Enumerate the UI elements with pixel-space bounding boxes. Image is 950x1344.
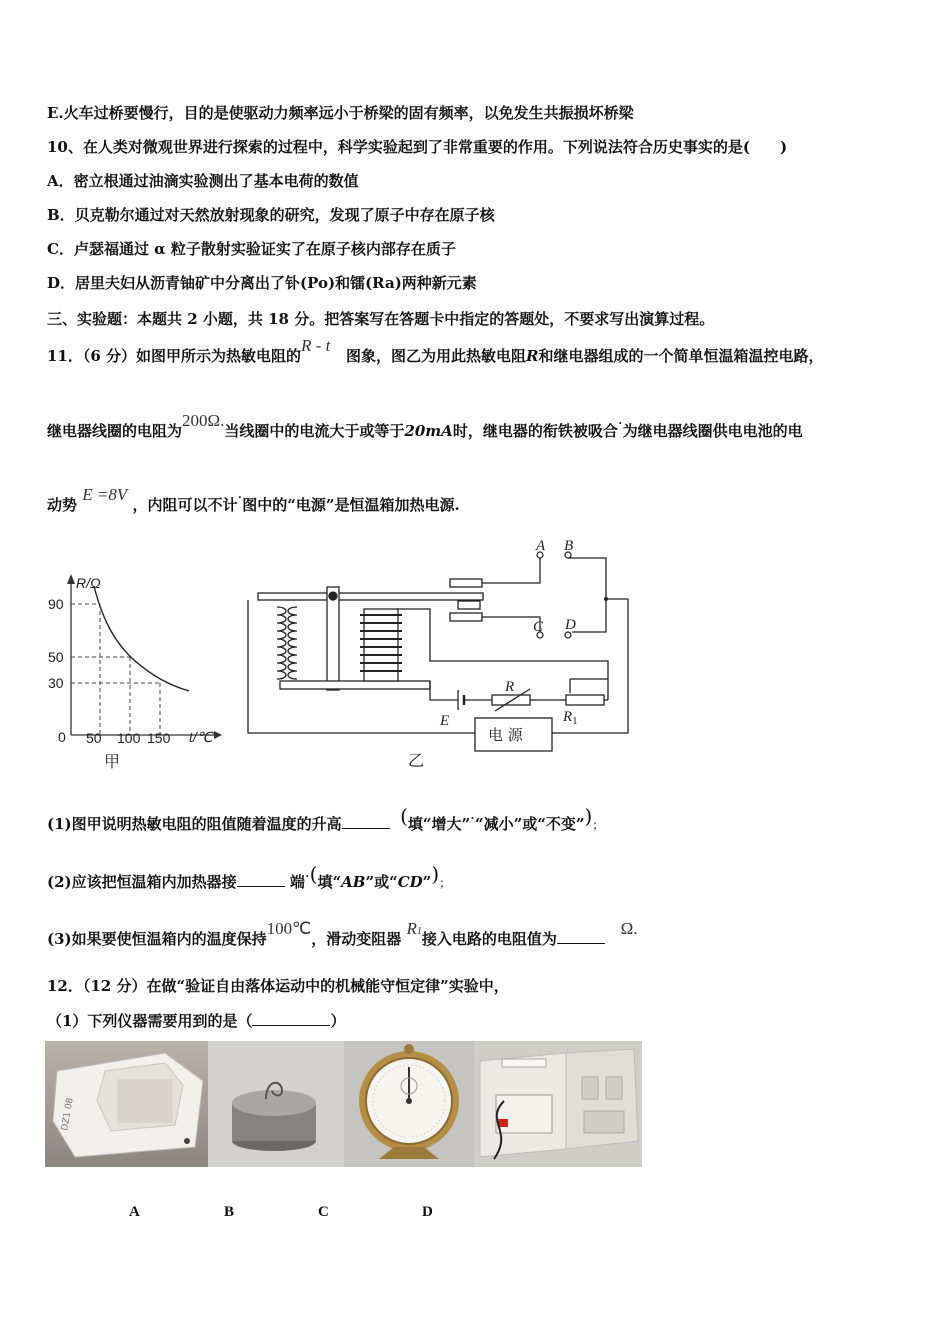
option-label-a: A (129, 1204, 140, 1220)
label-c: C (533, 619, 544, 635)
x-tick-150: 150 (147, 730, 171, 746)
x-tick-100: 100 (117, 730, 141, 746)
r-t-formula: R - t (301, 336, 331, 355)
option-c: C．卢瑟福通过 α 粒子散射实验证实了在原子核内部存在质子 (47, 240, 456, 258)
label-r: R (505, 679, 515, 695)
photo-timer-a (45, 1041, 208, 1167)
question-11-line3: 动势 E =8V ，内阻可以不计·图中的“电源”是恒温箱加热电源. (47, 485, 460, 514)
answer-blank-3[interactable] (557, 929, 605, 944)
question-11-line1: 11．（6 分）如图甲所示为热敏电阻的R - t 图象，图乙为用此热敏电阻R和继电器组成的一个简单恒温箱温控电路， (47, 336, 824, 365)
sub-question-1: (1)图甲说明热敏电阻的阻值随着温度的升高 (填“增大”·“减小”或“不变”)； (47, 804, 605, 833)
answer-blank-1[interactable] (342, 814, 390, 829)
option-a: A．密立根通过油滴实验测出了基本电荷的数值 (47, 172, 359, 190)
question-11-line2: 继电器线圈的电阻为200Ω.当线圈中的电流大于或等于20mA时，继电器的衔铁被吸合·为继电器线圈供电电池的电 (47, 411, 803, 440)
option-b: B．贝克勒尔通过对天然放射现象的研究，发现了原子中存在原子核 (47, 206, 495, 224)
y-tick-30: 30 (48, 675, 64, 691)
section-3-heading: 三、实验题：本题共 2 小题，共 18 分。把答案写在答题卡中指定的答题处，不要求写出演算过程。 (47, 310, 715, 328)
r-t-curve (94, 586, 189, 691)
figure-jia-caption: 甲 (104, 754, 121, 771)
y-axis-arrow (67, 574, 75, 584)
option-label-b: B (224, 1204, 235, 1220)
label-b: B (564, 538, 574, 554)
sub-question-3: (3)如果要使恒温箱内的温度保持100℃，滑动变阻器 R1接入电路的电阻值为 Ω. (47, 919, 638, 948)
contact-upper-1 (450, 579, 482, 587)
armature-lever (258, 593, 483, 600)
y-tick-90: 90 (48, 596, 64, 612)
question-12-part1: （1）下列仪器需要用到的是（ ） (47, 1012, 346, 1030)
y-tick-50: 50 (48, 649, 64, 665)
x-tick-50: 50 (86, 730, 102, 746)
pivot-post (327, 587, 339, 690)
option-e: E.火车过桥要慢行，目的是使驱动力频率远小于桥梁的固有频率，以免发生共振损坏桥梁 (47, 104, 634, 122)
label-e: E (440, 713, 450, 729)
question-10: 10、在人类对微观世界进行探索的过程中，科学实验起到了非常重要的作用。下列说法符合历史事实的是( ) (47, 138, 788, 156)
figure-jia-graph (44, 570, 234, 775)
temperature-value: 100℃ (266, 919, 312, 938)
contact-upper-2 (458, 601, 480, 609)
sub-question-2: (2)应该把恒温箱内加热器接 端·(填“AB”或“CD”)； (47, 862, 452, 891)
x-axis-label: t/℃ (189, 729, 213, 745)
wire-a (482, 558, 540, 583)
origin-label: 0 (58, 729, 66, 745)
pivot-point (329, 592, 337, 600)
spring (277, 607, 286, 679)
label-r1: $R_1$ (563, 709, 578, 727)
contact-lower (450, 613, 482, 621)
y-axis-label: R/Ω (76, 575, 101, 591)
label-a: A (536, 538, 546, 554)
photo-weight-b (208, 1041, 344, 1167)
junction-dot (604, 597, 608, 601)
rheostat-r1 (566, 695, 604, 705)
power-supply-label: 电 源 (488, 726, 523, 744)
spring-back (288, 607, 297, 679)
figure-yi-caption: 乙 (408, 751, 425, 770)
wire-coil-bottom (430, 681, 458, 700)
svg-text:DZ1 08: DZ1 08 (60, 1097, 76, 1132)
answer-blank-4[interactable] (252, 1011, 330, 1026)
label-d: D (565, 617, 576, 633)
photo-stopwatch-c (344, 1041, 474, 1167)
wire-c (482, 617, 540, 634)
x-axis-arrow (214, 731, 222, 739)
option-label-d: D (422, 1204, 433, 1220)
answer-blank-2[interactable] (237, 872, 285, 887)
photo-power-d (474, 1041, 642, 1167)
option-label-c: C (318, 1204, 329, 1220)
emf-value: E =8V (82, 485, 128, 504)
option-d: D．居里夫妇从沥青铀矿中分离出了钋(Po)和镭(Ra)两种新元素 (47, 274, 477, 292)
r1-symbol: R1 (406, 919, 422, 938)
resistance-value: 200Ω. (182, 411, 225, 430)
base-plate (280, 681, 430, 689)
question-12: 12．（12 分）在做“验证自由落体运动中的机械能守恒定律”实验中， (47, 977, 509, 995)
thermistor-r (492, 695, 530, 705)
figure-yi-circuit (240, 535, 640, 775)
